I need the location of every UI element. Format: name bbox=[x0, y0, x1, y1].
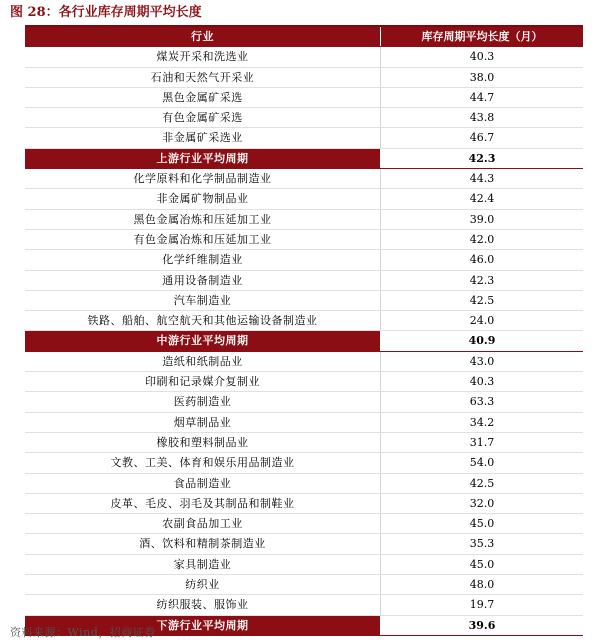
table-row bbox=[25, 352, 583, 372]
table-row bbox=[25, 534, 583, 554]
table-row bbox=[25, 372, 583, 392]
industry-name: 通用设备制造业 bbox=[25, 271, 381, 290]
cycle-length-value: 44.7 bbox=[469, 90, 495, 104]
table-row bbox=[25, 128, 583, 148]
source-note: 资料来源：Wind，招商证券 bbox=[10, 626, 156, 639]
industry-name: 文教、工美、体育和娱乐用品制造业 bbox=[25, 453, 381, 472]
cycle-length-value: 38.0 bbox=[469, 70, 495, 84]
table-row bbox=[25, 88, 583, 108]
industry-name: 农副食品加工业 bbox=[25, 514, 381, 533]
cycle-length-value: 54.0 bbox=[469, 456, 495, 470]
table-row bbox=[25, 413, 583, 433]
cycle-length-value: 42.3 bbox=[469, 273, 495, 287]
industry-name: 橡胶和塑料制品业 bbox=[25, 433, 381, 452]
cycle-length-value: 40.3 bbox=[469, 375, 495, 389]
cycle-length-value: 46.0 bbox=[469, 253, 495, 267]
table-row bbox=[25, 108, 583, 128]
industry-name: 下游行业平均周期 bbox=[25, 616, 381, 635]
industry-name: 黑色金属矿采选 bbox=[25, 88, 381, 107]
industry-name: 纺织业 bbox=[25, 575, 381, 594]
industry-name: 皮革、毛皮、羽毛及其制品和制鞋业 bbox=[25, 494, 381, 513]
cycle-length-value: 42.3 bbox=[381, 149, 583, 168]
industry-name: 汽车制造业 bbox=[25, 291, 381, 310]
cycle-length-value: 19.7 bbox=[469, 598, 495, 612]
cycle-length-value: 48.0 bbox=[469, 578, 495, 592]
table-row bbox=[25, 311, 583, 331]
cycle-length-value: 24.0 bbox=[469, 314, 495, 328]
industry-name: 石油和天然气开采业 bbox=[25, 68, 381, 87]
industry-name: 化学纤维制造业 bbox=[25, 250, 381, 269]
figure-title: 图 28：各行业库存周期平均长度 bbox=[10, 5, 202, 20]
cycle-length-value: 42.0 bbox=[469, 232, 495, 246]
industry-name: 黑色金属冶炼和压延加工业 bbox=[25, 210, 381, 229]
cycle-length-value: 45.0 bbox=[469, 517, 495, 531]
inventory-cycle-table bbox=[25, 25, 583, 636]
industry-name: 化学原料和化学制品制造业 bbox=[25, 169, 381, 188]
header-cycle-length: 库存周期平均长度（月） bbox=[381, 27, 583, 46]
table-row bbox=[25, 514, 583, 534]
industry-name: 有色金属矿采选 bbox=[25, 108, 381, 127]
industry-name: 酒、饮料和精制茶制造业 bbox=[25, 534, 381, 553]
cycle-length-value: 32.0 bbox=[469, 496, 495, 510]
table-row bbox=[25, 210, 583, 230]
industry-name: 家具制造业 bbox=[25, 555, 381, 574]
table-header-row bbox=[25, 27, 583, 47]
header-industry: 行业 bbox=[25, 27, 381, 46]
table-row bbox=[25, 230, 583, 250]
subtotal-row bbox=[25, 331, 583, 351]
industry-name: 医药制造业 bbox=[25, 392, 381, 411]
table-row bbox=[25, 68, 583, 88]
industry-name: 上游行业平均周期 bbox=[25, 149, 381, 168]
industry-name: 食品制造业 bbox=[25, 474, 381, 493]
table-row bbox=[25, 453, 583, 473]
industry-name: 非金属矿物制品业 bbox=[25, 189, 381, 208]
cycle-length-value: 31.7 bbox=[469, 435, 495, 449]
industry-name: 造纸和纸制品业 bbox=[25, 352, 381, 371]
cycle-length-value: 42.5 bbox=[469, 476, 495, 490]
cycle-length-value: 46.7 bbox=[469, 131, 495, 145]
industry-name: 有色金属冶炼和压延加工业 bbox=[25, 230, 381, 249]
industry-name: 中游行业平均周期 bbox=[25, 331, 381, 350]
table-row bbox=[25, 169, 583, 189]
cycle-length-value: 34.2 bbox=[469, 415, 495, 429]
table-row bbox=[25, 595, 583, 615]
industry-name: 铁路、船舶、航空航天和其他运输设备制造业 bbox=[25, 311, 381, 330]
industry-name: 非金属矿采选业 bbox=[25, 128, 381, 147]
cycle-length-value: 63.3 bbox=[469, 395, 495, 409]
cycle-length-value: 35.3 bbox=[469, 537, 495, 551]
table-row bbox=[25, 555, 583, 575]
cycle-length-value: 42.5 bbox=[469, 293, 495, 307]
cycle-length-value: 44.3 bbox=[469, 172, 495, 186]
table-row bbox=[25, 392, 583, 412]
cycle-length-value: 40.3 bbox=[469, 50, 495, 64]
table-row bbox=[25, 189, 583, 209]
industry-name: 烟草制品业 bbox=[25, 413, 381, 432]
table-row bbox=[25, 474, 583, 494]
industry-name: 煤炭开采和洗选业 bbox=[25, 47, 381, 66]
table-row bbox=[25, 433, 583, 453]
industry-name: 纺织服装、服饰业 bbox=[25, 595, 381, 614]
cycle-length-value: 45.0 bbox=[469, 557, 495, 571]
table-row bbox=[25, 494, 583, 514]
subtotal-row bbox=[25, 149, 583, 169]
table-row bbox=[25, 291, 583, 311]
table-row bbox=[25, 250, 583, 270]
cycle-length-value: 39.6 bbox=[381, 616, 583, 635]
cycle-length-value: 42.4 bbox=[469, 192, 495, 206]
table-row bbox=[25, 575, 583, 595]
table-row bbox=[25, 271, 583, 291]
cycle-length-value: 43.0 bbox=[469, 354, 495, 368]
industry-name: 印刷和记录媒介复制业 bbox=[25, 372, 381, 391]
cycle-length-value: 43.8 bbox=[469, 111, 495, 125]
cycle-length-value: 40.9 bbox=[381, 331, 583, 350]
table-row bbox=[25, 47, 583, 67]
table-body bbox=[25, 47, 583, 636]
cycle-length-value: 39.0 bbox=[469, 212, 495, 226]
